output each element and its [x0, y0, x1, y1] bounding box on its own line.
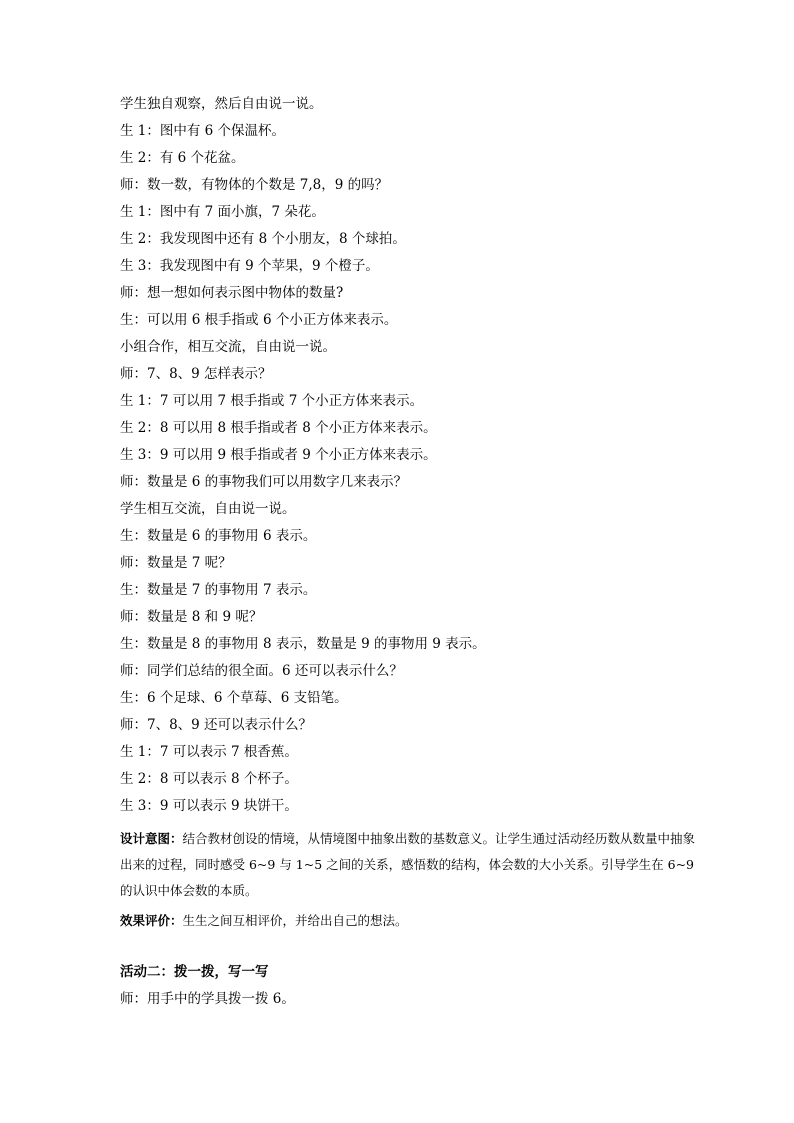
- text-line: 生 2：我发现图中还有 8 个小朋友，8 个球拍。: [120, 231, 406, 247]
- evaluation-text: 生生之间互相评价，并给出自己的想法。: [182, 913, 408, 928]
- text-line: 师：数量是 6 的事物我们可以用数字几来表示？: [120, 474, 408, 490]
- text-line: 师：同学们总结的很全面。6 还可以表示什么？: [120, 663, 403, 679]
- text-line: 小组合作，相互交流，自由说一说。: [120, 339, 336, 355]
- text-line: 生：数量是 6 的事物用 6 表示。: [120, 528, 317, 544]
- text-line: 师：数一数，有物体的个数是 7,8，9 的吗？: [120, 177, 389, 193]
- activity-two-heading: 活动二：拨一拨，写一写: [120, 964, 269, 980]
- text-line: 师：7、8、9 怎样表示？: [120, 366, 272, 382]
- text-line: 生：数量是 8 的事物用 8 表示，数量是 9 的事物用 9 表示。: [120, 636, 486, 652]
- evaluation-label: 效果评价：: [120, 913, 183, 928]
- design-intent-text: 结合教材创设的情境，从情境图中抽象出数的基数意义。让学生通过活动经历数从数量中抽象出来的过程，同时感受 6~9 与 1~5 之间的关系，感悟数的结构，体会数的大小关系。引导学生在 6~9 的认识中体会数的本质。: [120, 831, 696, 898]
- text-line: 生：数量是 7 的事物用 7 表示。: [120, 582, 317, 598]
- text-line: 生 1：7 可以表示 7 根香蕉。: [120, 744, 298, 760]
- text-line: 生 3：9 可以用 9 根手指或者 9 个小正方体来表示。: [120, 447, 437, 463]
- text-line: 师：数量是 7 呢？: [120, 555, 232, 571]
- text-line: 师：7、8、9 还可以表示什么？: [120, 717, 313, 733]
- design-intent-label: 设计意图：: [120, 831, 183, 846]
- text-line: 生 2：有 6 个花盆。: [120, 150, 245, 166]
- text-line: 生 3：我发现图中有 9 个苹果，9 个橙子。: [120, 258, 379, 274]
- text-line: 生 1：图中有 7 面小旗，7 朵花。: [120, 204, 325, 220]
- text-line: 师：数量是 8 和 9 呢？: [120, 609, 263, 625]
- text-line: 生：6 个足球、6 个草莓、6 支铅笔。: [120, 690, 348, 706]
- evaluation-paragraph: [120, 908, 702, 934]
- text-line: 生 3：9 可以表示 9 块饼干。: [120, 798, 298, 814]
- text-line: 生：可以用 6 根手指或 6 个小正方体来表示。: [120, 312, 398, 328]
- design-intent-paragraph: [120, 826, 702, 904]
- text-line: 生 1：图中有 6 个保温杯。: [120, 123, 286, 139]
- text-line: 生 2：8 可以表示 8 个杯子。: [120, 771, 298, 787]
- text-line: 师：想一想如何表示图中物体的数量?: [120, 285, 344, 301]
- text-line: 生 2：8 可以用 8 根手指或者 8 个小正方体来表示。: [120, 420, 437, 436]
- text-line: 学生独自观察，然后自由说一说。: [120, 96, 323, 112]
- text-line: 生 1：7 可以用 7 根手指或 7 个小正方体来表示。: [120, 393, 424, 409]
- text-line: 师：用手中的学具拨一拨 6。: [120, 991, 295, 1007]
- text-line: 学生相互交流，自由说一说。: [120, 501, 296, 517]
